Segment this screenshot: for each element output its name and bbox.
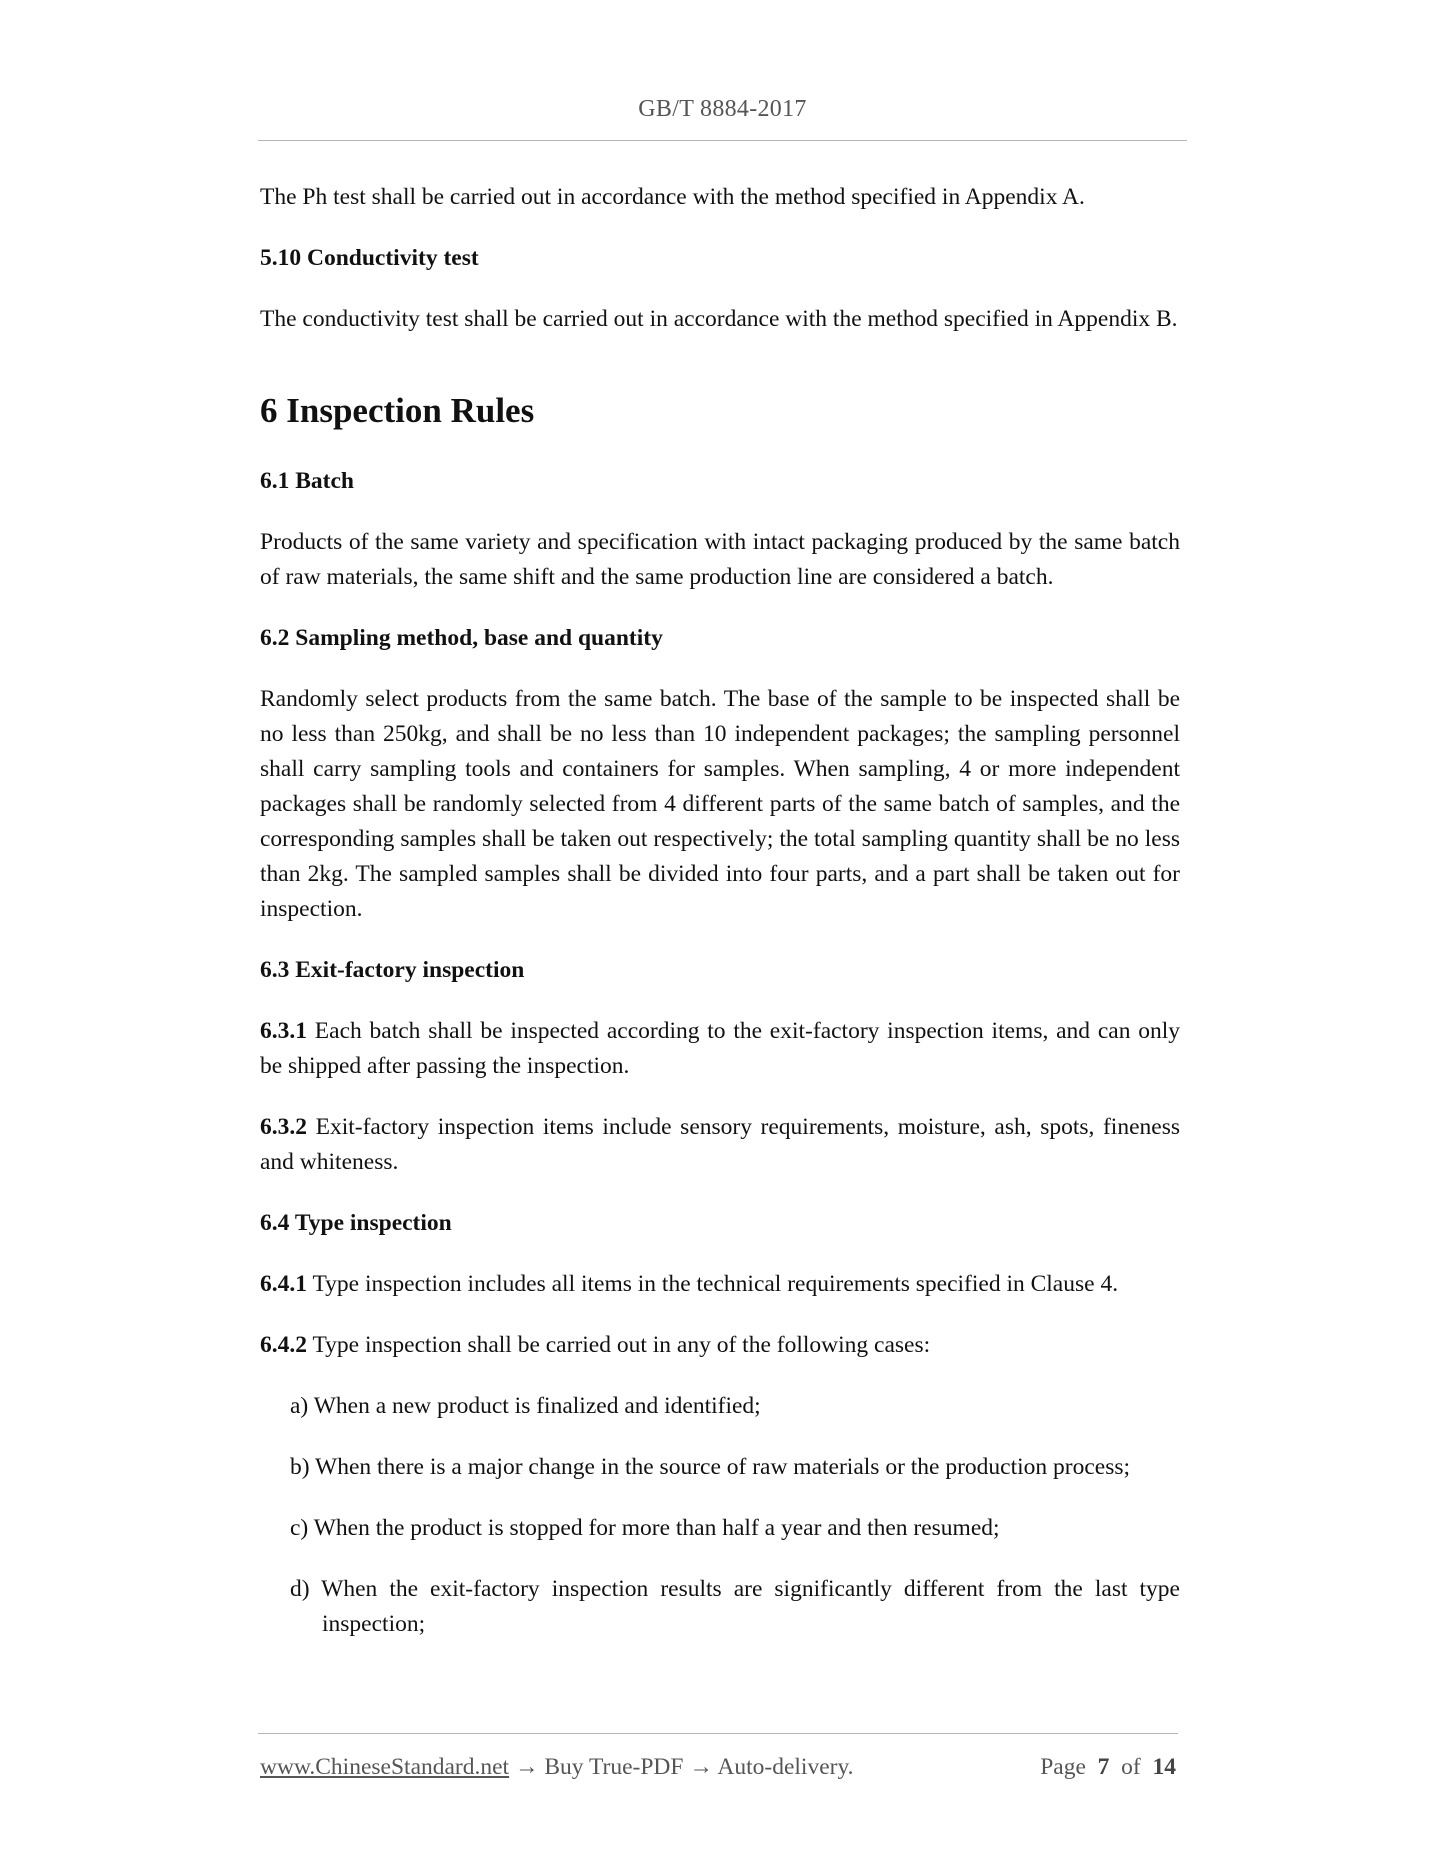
site-link[interactable]: www.ChineseStandard.net — [260, 1754, 510, 1780]
heading-section-6: 6 Inspection Rules — [260, 391, 535, 430]
list-item: d) When the exit-factory inspection results are significantly different from the last type inspection; — [290, 1576, 1180, 1637]
page-footer — [260, 1752, 1180, 1782]
paragraph-sampling: Randomly select products from the same batch. The base of the sample to be inspected shall be no less than 250kg, and shall be no less than 10 independent packages; the sampling personnel shall carry sampling tools and containers for samples. When sampling, 4 or more independent packages shall be randomly selected from 4 different parts of the same batch of samples, and the corresponding samples shall be taken out respectively; the total sampling quantity shall be no less than 2kg. The sampled samples shall be divided into four parts, and a part shall be taken out for inspection. — [260, 686, 1180, 922]
clause-text: Type inspection shall be carried out in any of the following cases: — [312, 1332, 931, 1358]
heading-6-4: 6.4 Type inspection — [260, 1210, 452, 1236]
clause-number: 6.4.1 — [260, 1271, 307, 1297]
clause-number: 6.3.2 — [260, 1114, 307, 1140]
clause-text: Each batch shall be inspected according to the exit-factory inspection items, and can only be shipped after passing the inspection. — [260, 1018, 1180, 1079]
document-body — [260, 180, 1180, 1668]
paragraph-batch: Products of the same variety and specification with intact packaging produced by the same batch of raw materials, the same shift and the same production line are considered a batch. — [260, 529, 1180, 590]
paragraph-ph-test: The Ph test shall be carried out in accordance with the method specified in Appendix A. — [260, 184, 1085, 210]
list-item: c) When the product is stopped for more than half a year and then resumed; — [290, 1515, 1000, 1541]
heading-6-1: 6.1 Batch — [260, 468, 354, 494]
header-divider — [258, 140, 1187, 141]
heading-6-3: 6.3 Exit-factory inspection — [260, 957, 525, 983]
list-item: b) When there is a major change in the source of raw materials or the production process; — [290, 1454, 1131, 1480]
page-total: 14 — [1152, 1754, 1176, 1780]
clause-6-4-2 — [260, 1328, 1180, 1363]
list-item: a) When a new product is finalized and identified; — [290, 1393, 761, 1419]
clause-number: 6.4.2 — [260, 1332, 307, 1358]
footer-promo: → Buy True-PDF → Auto-delivery. — [514, 1754, 854, 1780]
clause-6-3-1 — [260, 1014, 1180, 1084]
clause-text: Type inspection includes all items in the technical requirements specified in Clause 4. — [312, 1271, 1119, 1297]
heading-5-10: 5.10 Conductivity test — [260, 245, 479, 271]
clause-number: 6.3.1 — [260, 1018, 307, 1044]
page-indicator — [1040, 1752, 1176, 1782]
page-label: Page — [1040, 1754, 1086, 1780]
clause-text: Exit-factory inspection items include sensory requirements, moisture, ash, spots, fineness and whiteness. — [260, 1114, 1180, 1175]
running-header-title: GB/T 8884-2017 — [638, 96, 807, 122]
page-of-label: of — [1121, 1754, 1141, 1780]
paragraph-conductivity-test: The conductivity test shall be carried out in accordance with the method specified in Appendix B. — [260, 306, 1178, 332]
heading-6-2: 6.2 Sampling method, base and quantity — [260, 625, 663, 651]
clause-6-4-1 — [260, 1267, 1180, 1302]
page-current: 7 — [1097, 1754, 1110, 1780]
clause-6-3-2 — [260, 1110, 1180, 1180]
footer-divider — [258, 1733, 1178, 1734]
